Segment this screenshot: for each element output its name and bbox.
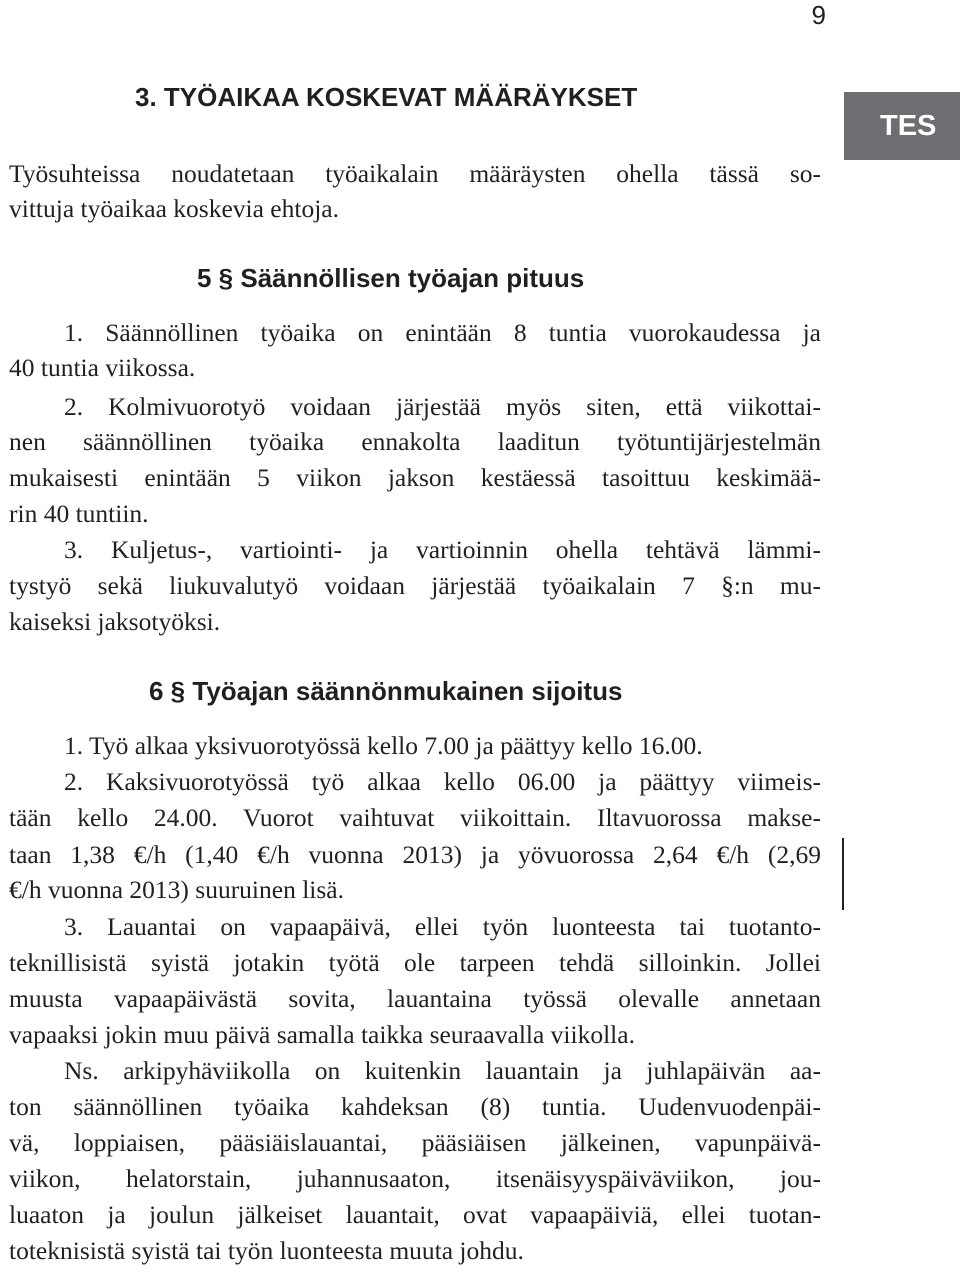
- paragraph-line: tystyö sekä liukuvalutyö voidaan järjestää työaikalain 7 §:n mu-: [9, 571, 821, 600]
- paragraph-line: tään kello 24.00. Vuorot vaihtuvat viikoittain. Iltavuorossa makse-: [9, 803, 821, 832]
- paragraph-line: viikon, helatorstain, juhannusaaton, itsenäisyyspäiväviikon, jou-: [9, 1164, 821, 1193]
- paragraph-line: mukaisesti enintään 5 viikon jakson kestäessä tasoittuu keskimää-: [9, 463, 821, 492]
- paragraph-line: 1. Säännöllinen työaika on enintään 8 tuntia vuorokaudessa ja: [64, 318, 821, 347]
- paragraph-line: kaiseksi jaksotyöksi.: [9, 607, 221, 636]
- paragraph-line: 40 tuntia viikossa.: [9, 353, 196, 382]
- paragraph-line: teknillisistä syistä jotakin työtä ole tarpeen tehdä silloinkin. Jollei: [9, 948, 821, 977]
- paragraph-line: 3. Kuljetus-, vartiointi- ja vartioinnin ohella tehtävä lämmi-: [64, 535, 821, 564]
- intro-line: Työsuhteissa noudatetaan työaikalain määräysten ohella tässä so-: [9, 159, 821, 188]
- paragraph-line: ton säännöllinen työaika kahdeksan (8) tuntia. Uudenvuodenpäi-: [9, 1092, 821, 1121]
- paragraph-line: vapaaksi jokin muu päivä samalla taikka seuraavalla viikolla.: [9, 1020, 635, 1049]
- paragraph-line: toteknisistä syistä tai työn luonteesta muuta johdu.: [9, 1236, 524, 1265]
- paragraph-line: 2. Kaksivuorotyössä työ alkaa kello 06.00 ja päättyy viimeis-: [64, 767, 821, 796]
- paragraph-line: €/h vuonna 2013) suuruinen lisä.: [9, 875, 344, 904]
- paragraph-line: 3. Lauantai on vapaapäivä, ellei työn luonteesta tai tuotanto-: [64, 912, 821, 941]
- intro-line: vittuja työaikaa koskevia ehtoja.: [9, 194, 339, 223]
- section-6-heading: 6 § Työajan säännönmukainen sijoitus: [149, 676, 623, 706]
- section-5-heading: 5 § Säännöllisen työajan pituus: [197, 263, 585, 293]
- paragraph-line: taan 1,38 €/h (1,40 €/h vuonna 2013) ja yövuorossa 2,64 €/h (2,69: [9, 840, 821, 869]
- paragraph-line: luaaton ja joulun jälkeiset lauantait, ovat vapaapäiviä, ellei tuotan-: [9, 1200, 821, 1229]
- paragraph-line: muusta vapaapäivästä sovita, lauantaina työssä olevalle annetaan: [9, 984, 821, 1013]
- paragraph-line: Ns. arkipyhäviikolla on kuitenkin lauantain ja juhlapäivän aa-: [64, 1056, 821, 1085]
- change-bar: [842, 838, 844, 910]
- paragraph-line: 2. Kolmivuorotyö voidaan järjestää myös siten, että viikottai-: [64, 392, 821, 421]
- page-number: 9: [811, 0, 826, 30]
- paragraph-line: rin 40 tuntiin.: [9, 499, 149, 528]
- paragraph-line: 1. Työ alkaa yksivuorotyössä kello 7.00 ja päättyy kello 16.00.: [64, 731, 703, 760]
- paragraph-line: nen säännöllinen työaika ennakolta laaditun työtuntijärjestelmän: [9, 427, 821, 456]
- section-tab: TES: [844, 92, 960, 160]
- section-title: 3. TYÖAIKAA KOSKEVAT MÄÄRÄYKSET: [135, 82, 638, 112]
- paragraph-line: vä, loppiaisen, pääsiäislauantai, pääsiäisen jälkeinen, vapunpäivä-: [9, 1128, 821, 1157]
